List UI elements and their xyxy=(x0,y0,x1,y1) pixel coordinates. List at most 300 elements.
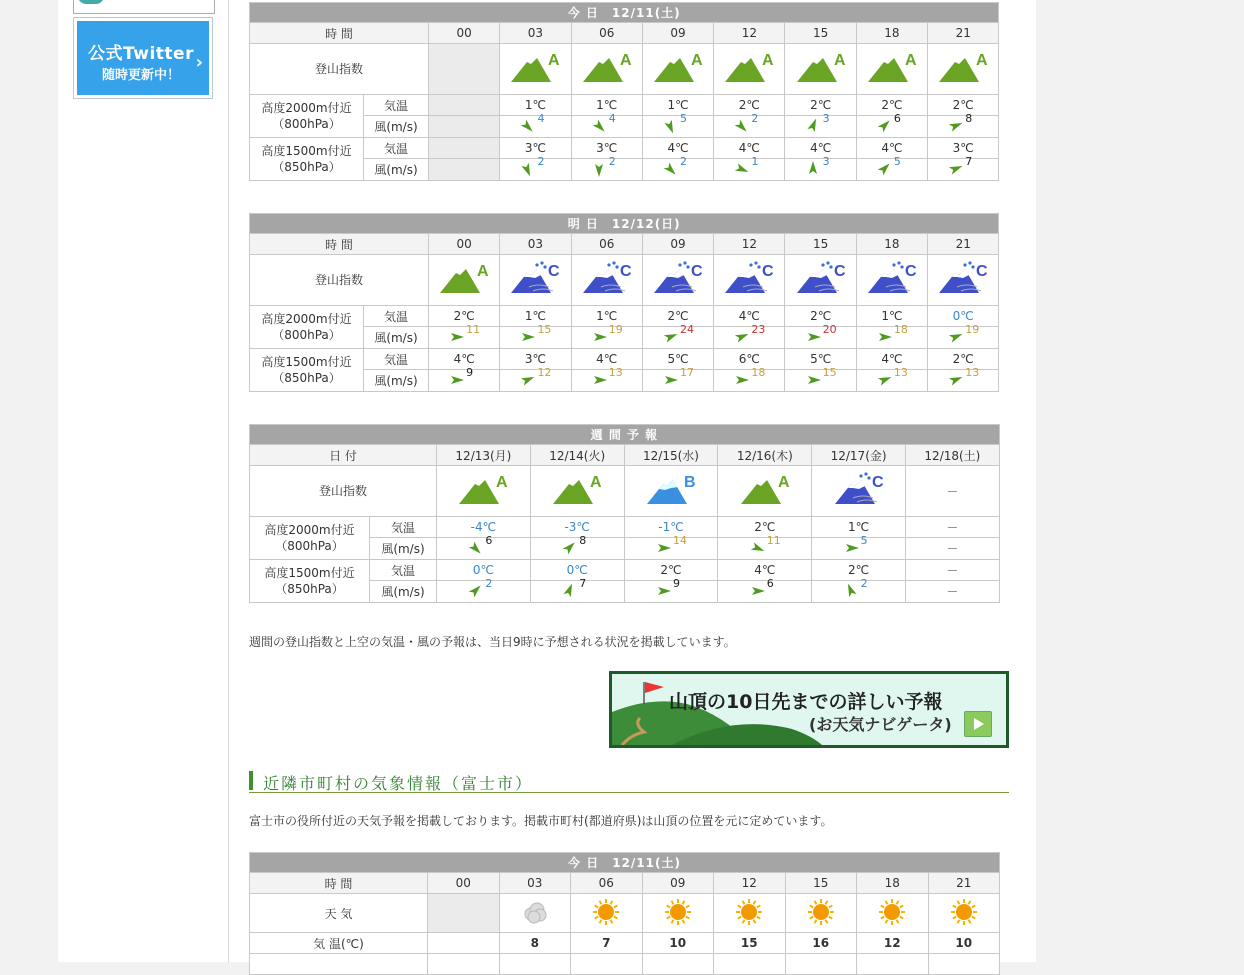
mountain-a-icon xyxy=(793,50,849,86)
grade-letter: C xyxy=(833,262,846,280)
twitter-subtitle: 随時更新中！ xyxy=(101,68,180,83)
wind-arrow-icon xyxy=(945,159,965,179)
table-caption: 今 日 12/11(土) xyxy=(250,853,1000,873)
wind-speed: 9 xyxy=(466,366,474,379)
index-cell xyxy=(812,466,906,517)
temp-label: 気温 xyxy=(364,95,429,116)
wind-cell xyxy=(928,155,999,181)
temp-cell: 2℃ xyxy=(856,95,927,116)
wind-speed: 17 xyxy=(680,366,695,379)
weekly-note: 週間の登山指数と上空の気温・風の予報は、当日9時に予想される状況を掲載しています。 xyxy=(249,635,736,649)
time-label: 時 間 xyxy=(250,23,429,44)
grade-letter: A xyxy=(691,51,703,69)
temp-cell: 16 xyxy=(785,933,857,954)
temp-cell: 1℃ xyxy=(856,306,927,327)
wind-cell xyxy=(714,155,785,181)
wind-indicator xyxy=(583,112,631,134)
index-cell xyxy=(928,44,999,95)
temp-cell: 4℃ xyxy=(856,349,927,370)
wind-indicator xyxy=(647,577,695,599)
wind-cell xyxy=(714,112,785,138)
wind-cell xyxy=(500,155,571,181)
wind-label: 風(m/s) xyxy=(364,327,429,349)
section-note: 富士市の役所付近の天気予報を掲載しております。掲載市町村(都道府県)は山頂の位置を元に定めています。 xyxy=(249,814,833,828)
wind-speed: 6 xyxy=(766,577,774,590)
wind-arrow-icon xyxy=(731,159,751,179)
wind-arrow-icon xyxy=(589,116,609,136)
wind-arrow-icon xyxy=(874,116,894,136)
alt2000-label: 高度2000m付近 （800hPa） xyxy=(250,306,364,349)
wind-indicator xyxy=(939,112,987,134)
mountain-a-icon xyxy=(436,261,492,297)
wind-arrow-icon xyxy=(731,327,751,347)
wind-cell xyxy=(429,116,500,138)
wind-cell xyxy=(856,155,927,181)
wind-speed: 11 xyxy=(466,323,481,336)
index-cell xyxy=(571,44,642,95)
temp-label: 気温 xyxy=(364,306,429,327)
time-header: 12 xyxy=(714,234,785,255)
grade-letter: A xyxy=(590,473,602,491)
mountain-a-icon xyxy=(507,50,563,86)
wind-indicator xyxy=(835,534,883,556)
wind-indicator xyxy=(741,534,789,556)
temp2000-row xyxy=(250,517,1000,538)
time-header: 15 xyxy=(785,234,856,255)
wind-cell xyxy=(928,366,999,392)
grade-letter: A xyxy=(777,473,790,491)
wind-arrow-icon xyxy=(446,327,466,347)
temp-cell: 0℃ xyxy=(530,560,624,581)
wind-cell xyxy=(571,112,642,138)
wind-arrow-icon xyxy=(517,327,537,347)
wind-cell xyxy=(856,112,927,138)
wind-speed: 20 xyxy=(822,323,837,336)
wind-cell xyxy=(624,577,718,603)
time-header: 12/18(土) xyxy=(905,445,999,466)
wind-speed: 18 xyxy=(751,366,766,379)
alt1500-label: 高度1500m付近 （850hPa） xyxy=(250,349,364,392)
wind-speed: 2 xyxy=(751,112,759,125)
index-cell xyxy=(718,466,812,517)
wind-arrow-icon xyxy=(731,370,751,390)
mountain-c-icon xyxy=(650,261,706,297)
date-label: 日 付 xyxy=(250,445,437,466)
wind-arrow-icon xyxy=(653,581,673,601)
wind-speed: 2 xyxy=(860,577,868,590)
mountain-c-icon xyxy=(721,261,777,297)
wind-arrow-icon xyxy=(841,538,861,558)
wind-arrow-icon xyxy=(517,370,537,390)
index-cell xyxy=(530,466,624,517)
index-cell xyxy=(429,44,500,95)
temp-cell: 1℃ xyxy=(571,95,642,116)
wind-arrow-icon xyxy=(465,538,485,558)
date-row xyxy=(250,445,1000,466)
table-caption: 週 間 予 報 xyxy=(250,425,1000,445)
temp-cell: 3℃ xyxy=(500,349,571,370)
wind-speed: 19 xyxy=(965,323,980,336)
temp-cell: 2℃ xyxy=(928,95,999,116)
wind-indicator xyxy=(440,323,488,345)
temp-cell: -1℃ xyxy=(624,517,718,538)
wind-arrow-icon xyxy=(517,116,537,136)
weather-row xyxy=(250,894,1000,933)
wind-speed: 3 xyxy=(822,155,830,168)
wind-cell xyxy=(812,534,906,560)
wind-indicator xyxy=(797,323,845,345)
index-cell xyxy=(714,255,785,306)
weather-cell xyxy=(857,894,929,933)
grade-letter: C xyxy=(762,262,774,280)
wind-label: 風(m/s) xyxy=(364,159,429,181)
wind-cell xyxy=(718,577,812,603)
time-header: 09 xyxy=(642,234,713,255)
grade-letter: C xyxy=(904,262,917,280)
temp-row xyxy=(250,933,1000,954)
grade-letter: A xyxy=(833,51,846,69)
mountain-c-icon xyxy=(864,261,920,297)
temp-cell: -4℃ xyxy=(437,517,531,538)
wind-speed: 4 xyxy=(537,112,545,125)
wind-arrow-icon xyxy=(803,116,823,136)
index-cell xyxy=(571,255,642,306)
temp-cell: 4℃ xyxy=(718,560,812,581)
temp-cell: 4℃ xyxy=(856,138,927,159)
wind-cell xyxy=(500,366,571,392)
weather-cell xyxy=(714,894,786,933)
wind-arrow-icon xyxy=(874,327,894,347)
temp-cell: 2℃ xyxy=(714,95,785,116)
grade-letter: C xyxy=(976,262,988,280)
weather-cell xyxy=(785,894,857,933)
wind-speed: 9 xyxy=(672,577,680,590)
wind-indicator xyxy=(647,534,695,556)
wind-arrow-icon xyxy=(589,159,609,179)
time-header: 18 xyxy=(857,873,929,894)
wind-indicator xyxy=(654,366,702,388)
wind-cell xyxy=(642,323,713,349)
wind-indicator xyxy=(459,577,507,599)
time-header: 03 xyxy=(500,234,571,255)
wind-indicator xyxy=(835,577,883,599)
wind-cell xyxy=(642,366,713,392)
wind-indicator xyxy=(459,534,507,556)
index-cell xyxy=(785,255,856,306)
time-header: 00 xyxy=(429,234,500,255)
wind-cell xyxy=(437,577,531,603)
play-icon[interactable] xyxy=(964,711,992,737)
wind-speed: 23 xyxy=(751,323,766,336)
temp-cell: 4℃ xyxy=(429,349,500,370)
temp-cell: 12 xyxy=(857,933,929,954)
wind-speed: 12 xyxy=(537,366,552,379)
temp-cell: 4℃ xyxy=(571,349,642,370)
twitter-banner[interactable] xyxy=(73,17,213,99)
wind-label: 風(m/s) xyxy=(364,370,429,392)
temp-cell xyxy=(429,95,500,116)
wind-speed: 13 xyxy=(608,366,623,379)
wind-arrow-icon xyxy=(465,581,485,601)
sidebar-banner-top[interactable] xyxy=(73,0,215,14)
wind-arrow-icon xyxy=(803,370,823,390)
temp-cell: 1℃ xyxy=(571,306,642,327)
grade-letter: C xyxy=(548,262,560,280)
wind-arrow-icon xyxy=(589,327,609,347)
wind-speed: 8 xyxy=(579,534,587,547)
grade-letter: A xyxy=(976,51,988,69)
weather-cell xyxy=(571,894,643,933)
weather-cell xyxy=(928,894,1000,933)
index-label: 登山指数 xyxy=(250,255,429,306)
wind-speed: 13 xyxy=(893,366,908,379)
index-cell xyxy=(500,44,571,95)
mountain-a-icon xyxy=(721,50,777,86)
alt2000-label: 高度2000m付近 （800hPa） xyxy=(250,95,364,138)
wind-cell: － xyxy=(905,538,999,560)
time-header: 18 xyxy=(856,234,927,255)
wind-speed: 7 xyxy=(965,155,973,168)
time-header: 12/15(水) xyxy=(624,445,718,466)
wind-speed: 18 xyxy=(893,323,908,336)
grade-letter: C xyxy=(691,262,703,280)
wind-cell xyxy=(437,534,531,560)
wind-speed: 8 xyxy=(965,112,973,125)
time-row xyxy=(250,23,999,44)
wind-indicator xyxy=(868,112,916,134)
mountain-b-icon xyxy=(643,472,699,508)
wind-indicator xyxy=(654,323,702,345)
wind-label: 風(m/s) xyxy=(364,116,429,138)
temp-cell: 2℃ xyxy=(429,306,500,327)
wind-indicator xyxy=(939,155,987,177)
wind-arrow-icon xyxy=(446,370,466,390)
wind-indicator xyxy=(741,577,789,599)
sun-icon xyxy=(591,897,621,927)
time-header: 12 xyxy=(714,23,785,44)
wind-cell xyxy=(812,577,906,603)
mountain-a-icon xyxy=(737,472,793,508)
grade-letter: A xyxy=(548,51,560,69)
time-header: 15 xyxy=(785,873,857,894)
wind-indicator xyxy=(725,366,773,388)
wind-speed: 15 xyxy=(822,366,837,379)
wind-cell xyxy=(571,323,642,349)
temp2000-row xyxy=(250,95,999,116)
grade-letter: B xyxy=(683,473,696,491)
sun-icon xyxy=(806,897,836,927)
wind-speed: 7 xyxy=(579,577,587,590)
time-label: 時 間 xyxy=(250,234,429,255)
grade-letter: A xyxy=(496,473,508,491)
wind-arrow-icon xyxy=(517,159,537,179)
wind-cell xyxy=(571,155,642,181)
temp-cell: 1℃ xyxy=(812,517,906,538)
mountain-a-icon xyxy=(579,50,635,86)
wind-cell xyxy=(785,323,856,349)
wind-speed: 6 xyxy=(485,534,493,547)
time-row xyxy=(250,873,1000,894)
wind-indicator xyxy=(511,155,559,177)
mountain-a-icon xyxy=(864,50,920,86)
temp-label: 気温 xyxy=(364,349,429,370)
wind-indicator xyxy=(654,112,702,134)
navigator-banner[interactable] xyxy=(609,671,1009,748)
temp-cell: 10 xyxy=(642,933,714,954)
alt2000-label: 高度2000m付近 （800hPa） xyxy=(250,517,370,560)
grade-letter: C xyxy=(619,262,632,280)
time-header: 21 xyxy=(928,234,999,255)
sun-icon xyxy=(949,897,979,927)
time-header: 18 xyxy=(856,23,927,44)
temp-cell: 1℃ xyxy=(500,306,571,327)
wind-speed: 15 xyxy=(537,323,552,336)
wind-cell xyxy=(429,366,500,392)
wind-indicator xyxy=(511,366,559,388)
temp-cell: 4℃ xyxy=(785,138,856,159)
wind-cell xyxy=(530,534,624,560)
wind-indicator xyxy=(868,323,916,345)
temp-label: 気 温(℃) xyxy=(250,933,428,954)
sun-icon xyxy=(663,897,693,927)
wind-indicator xyxy=(511,112,559,134)
weather-cell xyxy=(428,894,500,933)
weather-cell xyxy=(499,894,571,933)
wind-cell xyxy=(856,323,927,349)
extra-row xyxy=(250,954,1000,975)
time-header: 12/17(金) xyxy=(812,445,906,466)
cloud-icon xyxy=(520,897,550,927)
wind-cell xyxy=(785,112,856,138)
wind-speed: 19 xyxy=(608,323,623,336)
wind-indicator xyxy=(511,323,559,345)
wind-indicator xyxy=(797,366,845,388)
wind-cell xyxy=(714,323,785,349)
time-header: 12/14(火) xyxy=(530,445,624,466)
wind-arrow-icon xyxy=(747,538,767,558)
index-row xyxy=(250,255,999,306)
wind-indicator xyxy=(553,534,601,556)
wind-speed: 11 xyxy=(766,534,781,547)
temp-cell: 2℃ xyxy=(812,560,906,581)
index-label: 登山指数 xyxy=(250,44,429,95)
index-cell xyxy=(856,255,927,306)
wind-speed: 6 xyxy=(893,112,901,125)
wind-speed: 2 xyxy=(680,155,688,168)
wind-arrow-icon xyxy=(945,116,965,136)
temp-cell: 0℃ xyxy=(437,560,531,581)
table-caption: 明 日 12/12(日) xyxy=(250,214,999,234)
alt1500-label: 高度1500m付近 （850hPa） xyxy=(250,560,370,603)
temp1500-row xyxy=(250,349,999,370)
index-cell xyxy=(714,44,785,95)
index-cell xyxy=(785,44,856,95)
time-header: 21 xyxy=(928,873,1000,894)
wind-arrow-icon xyxy=(747,581,767,601)
wind-arrow-icon xyxy=(660,116,680,136)
wind-arrow-icon xyxy=(559,538,579,558)
time-header: 21 xyxy=(928,23,999,44)
mountain-c-icon xyxy=(793,261,849,297)
temp-cell: 2℃ xyxy=(928,349,999,370)
wind-arrow-icon xyxy=(874,370,894,390)
wind-cell xyxy=(571,366,642,392)
grade-letter: A xyxy=(619,51,632,69)
wind-cell: － xyxy=(905,581,999,603)
time-label: 時 間 xyxy=(250,873,428,894)
temp-cell: 10 xyxy=(928,933,1000,954)
wind-cell xyxy=(624,534,718,560)
wind-indicator xyxy=(583,155,631,177)
index-cell xyxy=(642,44,713,95)
time-header: 06 xyxy=(571,234,642,255)
chevron-right-icon: › xyxy=(195,52,203,73)
mountain-a-icon xyxy=(455,472,511,508)
wind-arrow-icon xyxy=(945,327,965,347)
wind-arrow-icon xyxy=(803,159,823,179)
wind-indicator xyxy=(725,112,773,134)
wind-arrow-icon xyxy=(874,159,894,179)
wind-arrow-icon xyxy=(559,581,579,601)
wind-speed: 14 xyxy=(672,534,687,547)
wind-cell xyxy=(642,155,713,181)
grade-letter: C xyxy=(871,473,884,491)
temp-cell: 3℃ xyxy=(928,138,999,159)
index-cell: － xyxy=(905,466,999,517)
wind-speed: 1 xyxy=(751,155,759,168)
time-header: 06 xyxy=(571,23,642,44)
wind-speed: 2 xyxy=(537,155,545,168)
temp-cell: 7 xyxy=(571,933,643,954)
wind-speed: 13 xyxy=(965,366,980,379)
section-title: 近隣市町村の気象情報（富士市） xyxy=(263,774,534,793)
sidebar-divider xyxy=(228,0,229,962)
grade-letter: A xyxy=(477,262,489,280)
time-header: 09 xyxy=(642,23,713,44)
time-header: 12 xyxy=(714,873,786,894)
temp-cell xyxy=(428,933,500,954)
wind-indicator xyxy=(797,112,845,134)
wind-speed: 5 xyxy=(860,534,868,547)
temp-cell: 2℃ xyxy=(785,306,856,327)
index-cell xyxy=(642,255,713,306)
wind-speed: 2 xyxy=(608,155,616,168)
wind-speed: 24 xyxy=(680,323,695,336)
temp-cell: 4℃ xyxy=(714,306,785,327)
temp1500-row xyxy=(250,560,1000,581)
wind-cell xyxy=(530,577,624,603)
time-header: 00 xyxy=(428,873,500,894)
index-cell xyxy=(500,255,571,306)
wind-indicator xyxy=(868,155,916,177)
temp-cell: 2℃ xyxy=(624,560,718,581)
mountain-c-icon xyxy=(831,472,887,508)
wind-label: 風(m/s) xyxy=(370,581,437,603)
table-caption: 今 日 12/11(土) xyxy=(250,3,999,23)
sun-icon xyxy=(877,897,907,927)
temp-cell: 2℃ xyxy=(718,517,812,538)
weather-label: 天 気 xyxy=(250,894,428,933)
temp2000-row xyxy=(250,306,999,327)
wind-arrow-icon xyxy=(945,370,965,390)
time-header: 03 xyxy=(500,23,571,44)
temp-cell: 4℃ xyxy=(642,138,713,159)
wind-indicator xyxy=(868,366,916,388)
temp-cell: 5℃ xyxy=(785,349,856,370)
wind-cell xyxy=(500,112,571,138)
wind-indicator xyxy=(583,366,631,388)
temp-label: 気温 xyxy=(370,517,437,538)
